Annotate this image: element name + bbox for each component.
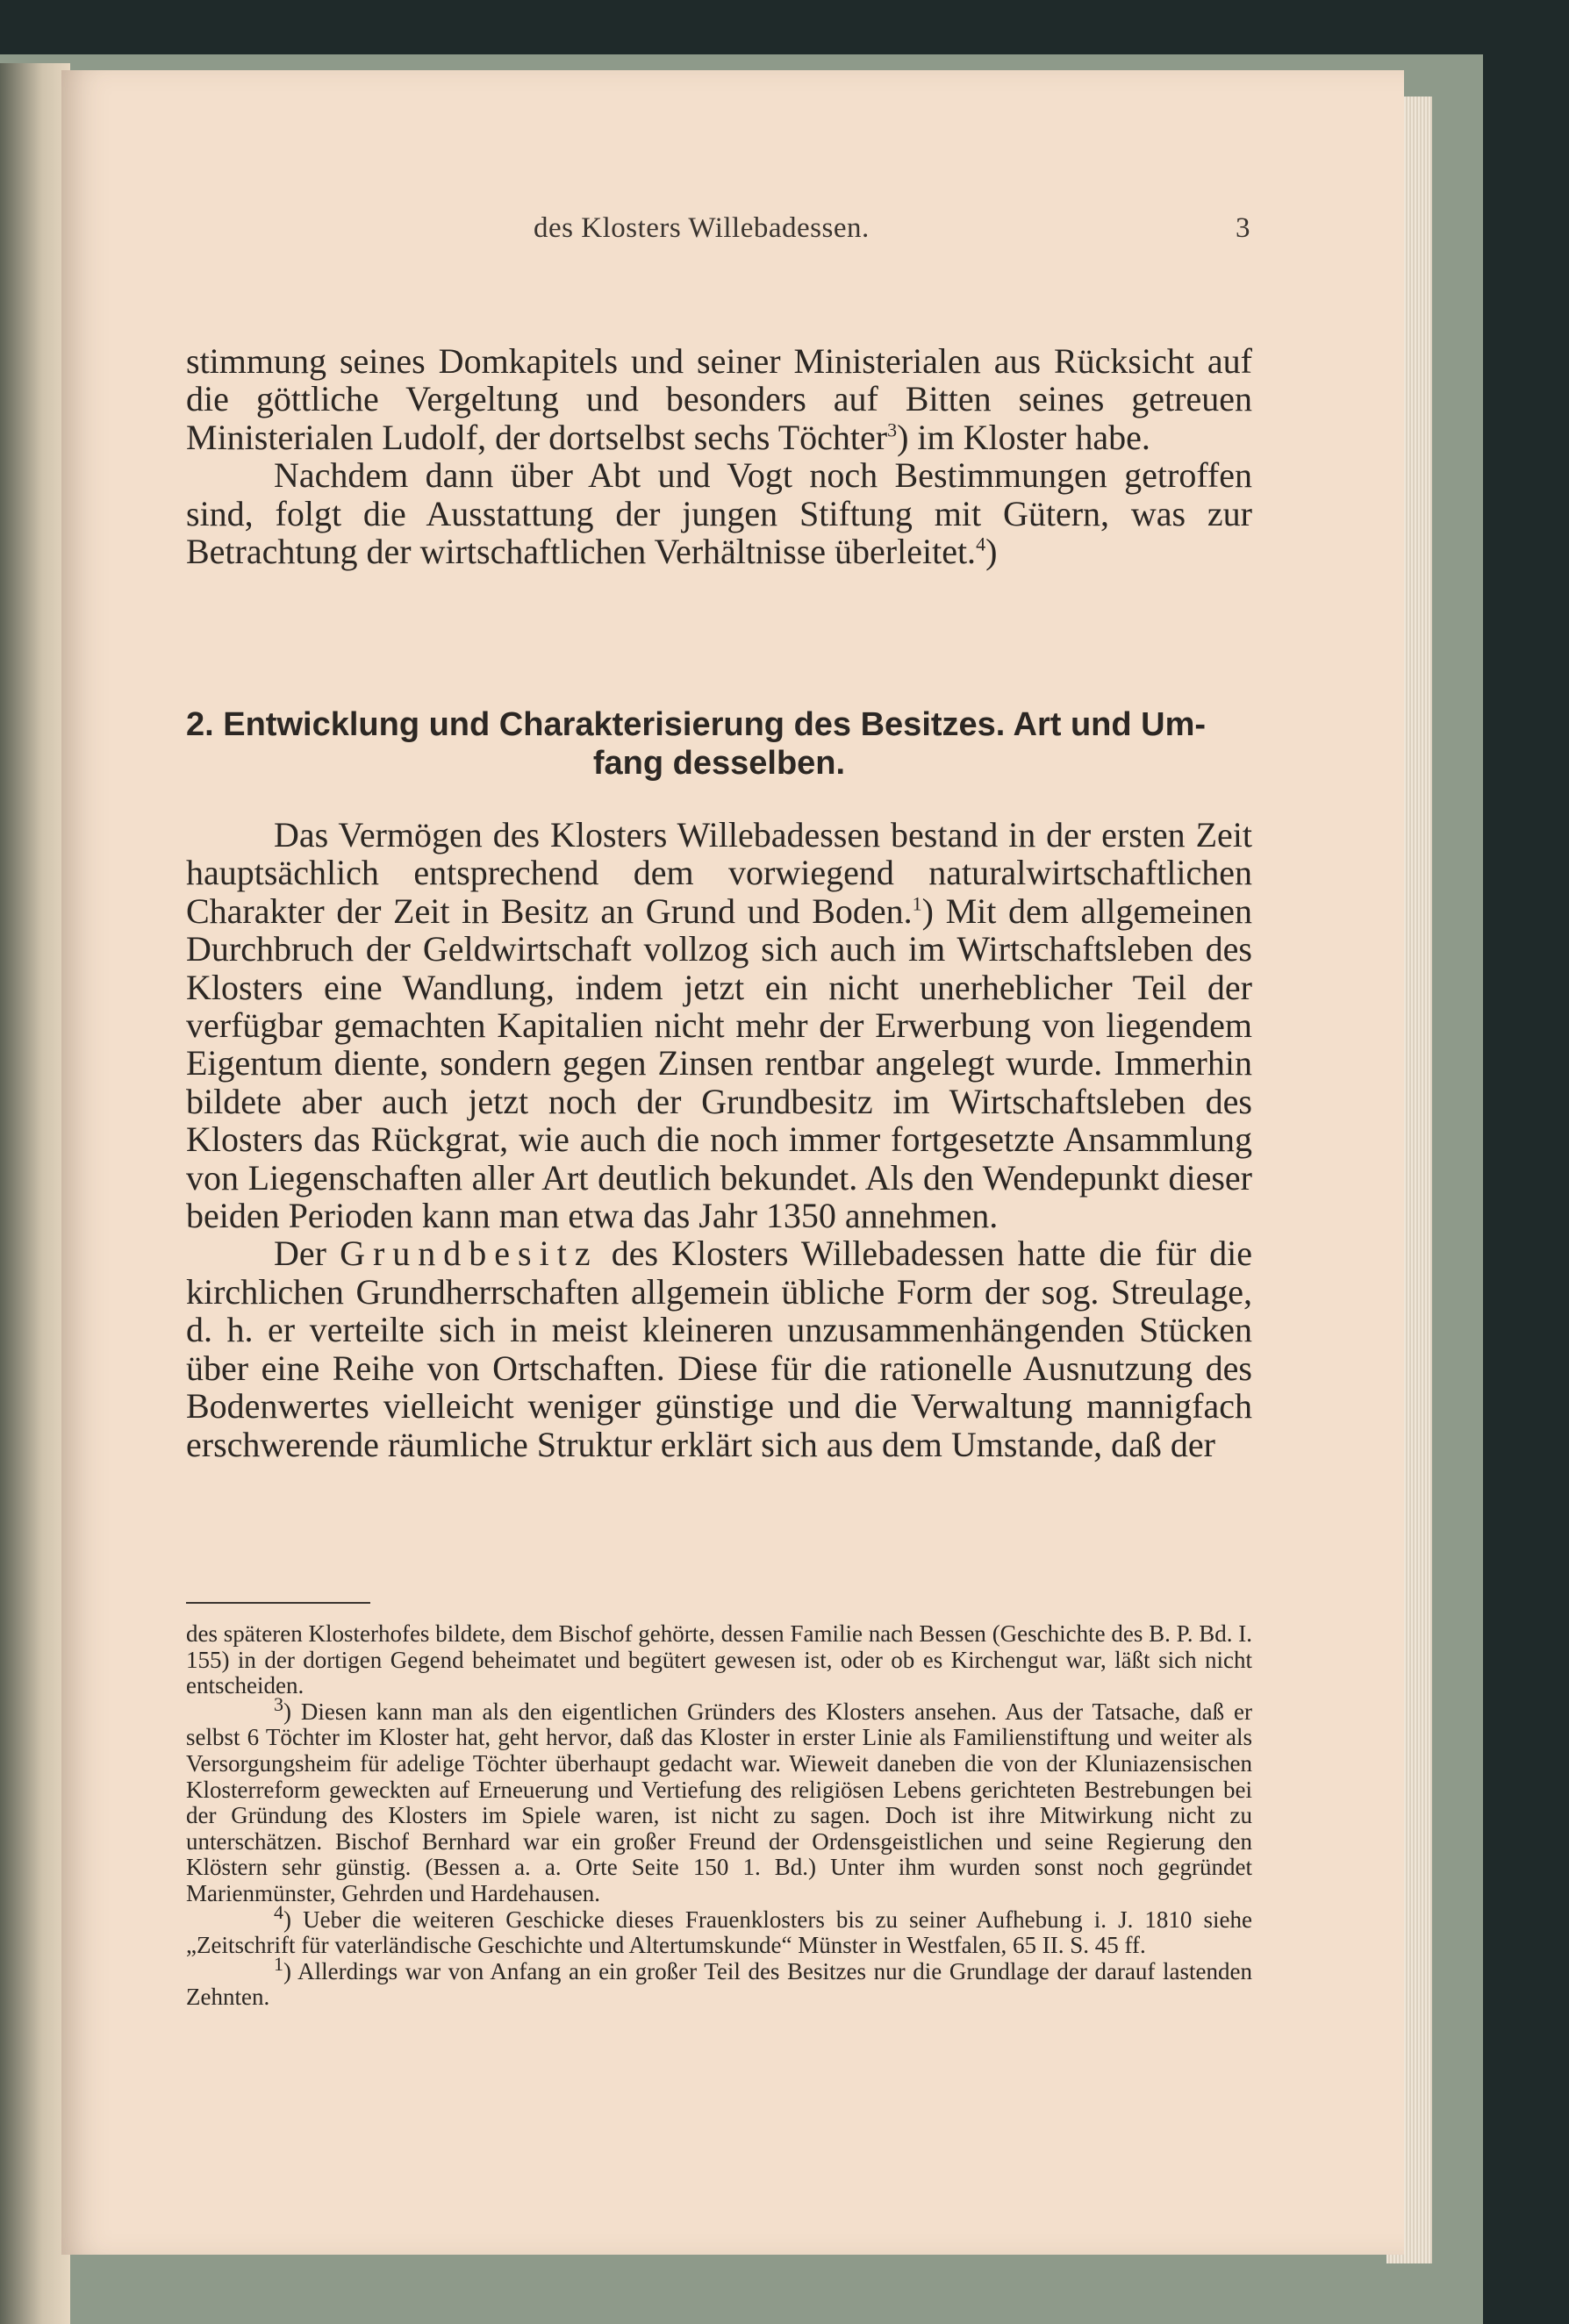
paragraph-1: stimmung seines Domkapitels und seiner Ministerialen aus Rücksicht auf die göttliche Vergeltung und besonders auf Bitten seines getreuen Ministerialen Ludolf, der dortselbst sechs Töchter$^3$) im Kloster habe. [186,341,1252,457]
running-header [0,204,1569,256]
paragraph-4: Der Grundbesitz des Klosters Willebadessen hatte die für die kirchlichen Grundherrschaften allgemein übliche Form der sog. Streulage, d. h. er verteilte sich in meist kleineren unzusammenhängenden Stücken über eine Reihe von Ortschaften. Diese für die rationelle Ausnutzung des Bodenwertes vielleicht weniger günstige und die Verwaltung mannigfach erschwerende räumliche Struktur erklärt sich aus dem Umstande, daß der [186,1234,1253,1464]
section-heading [186,705,1252,783]
paragraph-3: Das Vermögen des Klosters Willebadessen bestand in der ersten Zeit hauptsächlich entsprechend dem vorwiegend naturalwirtschaftlichen Charakter der Zeit in Besitz an Grund und Boden.$^1$) Mit dem allgemeinen Durchbruch der Geldwirtschaft vollzog sich auch im Wirtschaftsleben des Klosters eine Wandlung, indem jetzt ein nicht unerheblicher Teil der verfügbar gemachten Kapitalien nicht mehr der Erwerbung von liegendem Eigentum diente, sondern gegen Zinsen rentbar angelegt wurde. Immerhin bildete aber auch jetzt noch der Grundbesitz im Wirtschaftsleben des Klosters das Rückgrat, wie auch die noch immer fortgesetzte Ansammlung von Liegenschaften aller Art deutlich bekundet. Als den Wendepunkt dieser beiden Perioden kann man etwa das Jahr 1350 annehmen. [186,815,1252,1236]
heading-line-1: 2. Entwicklung und Charakterisierung des Besitzes. Art und Um- [186,706,1207,743]
page-number: 3 [1236,212,1250,244]
footnote-3: $^3$) Diesen kann man als den eigentlichen Gründers des Klosters ansehen. Aus der Tatsache, daß er selbst 6 Töchter im Kloster hat, geht hervor, daß das Kloster in erster Linie als Familienstiftung und weiter als Versorgungsheim für adelige Töchter überhaupt gedacht war. Wieweit daneben die von der Kluniazensischen Klosterreform geweckten auf Erneuerung und Vertiefung des religiösen Lebens gerichteten Bestrebungen bei der Gründung des Klosters im Spiele waren, ist nicht zu sagen. Doch ist ihre Mitwirkung nicht zu unterschätzen. Bischof Bernhard war ein großer Freund der Ordensgeistlichen und seine Regierung den Klöstern sehr günstig. (Bessen a. a. Orte Seite 150 1. Bd.) Unter ihm wurden sonst noch gegründet Marienmünster, Gehrden und Hardehausen. [186,1692,1252,1906]
facing-page-edge [0,63,70,2324]
spaced-term: Grundbesitz [340,1234,598,1274]
running-title: des Klosters Willebadessen. [534,212,870,244]
footnote-ref-3: 3 [887,418,898,441]
footnote-continuation: des späteren Klosterhofes bildete, dem Bischof gehörte, dessen Familie nach Bessen (Geschichte des B. P. Bd. I. 155) in der dortigen Gegend beheimatet und begütert gewesen ist, oder ob es Kirchengut war, läßt sich nicht entscheiden. [186,1620,1252,1699]
paragraph-2: Nachdem dann über Abt und Vogt noch Bestimmungen getroffen sind, folgt die Ausstattung der jungen Stiftung mit Gütern, was zur Betrachtung der wirtschaftlichen Verhältnisse überleitet.$^4$) [186,455,1252,572]
footnote-ref-4: 4 [976,533,986,555]
heading-line-2: fang desselben. [592,745,846,782]
body-text-top [186,342,1252,570]
footnote-ref-1: 1 [912,892,922,915]
footnote-1: $^1$) Allerdings war von Anfang an ein großer Teil des Besitzes nur die Grundlage der darauf lastenden Zehnten. [186,1952,1252,2011]
footnote-4: $^4$) Ueber die weiteren Geschicke dieses Frauenklosters bis zu seiner Aufhebung i. J. 1810 siehe „Zeitschrift für vaterländische Geschichte und Altertumskunde“ Münster in Westfalen, 65 II. S. 45 ff. [186,1900,1252,1959]
footnotes [186,1621,1252,2011]
body-text-section [186,816,1252,1463]
footnote-rule [186,1602,370,1604]
